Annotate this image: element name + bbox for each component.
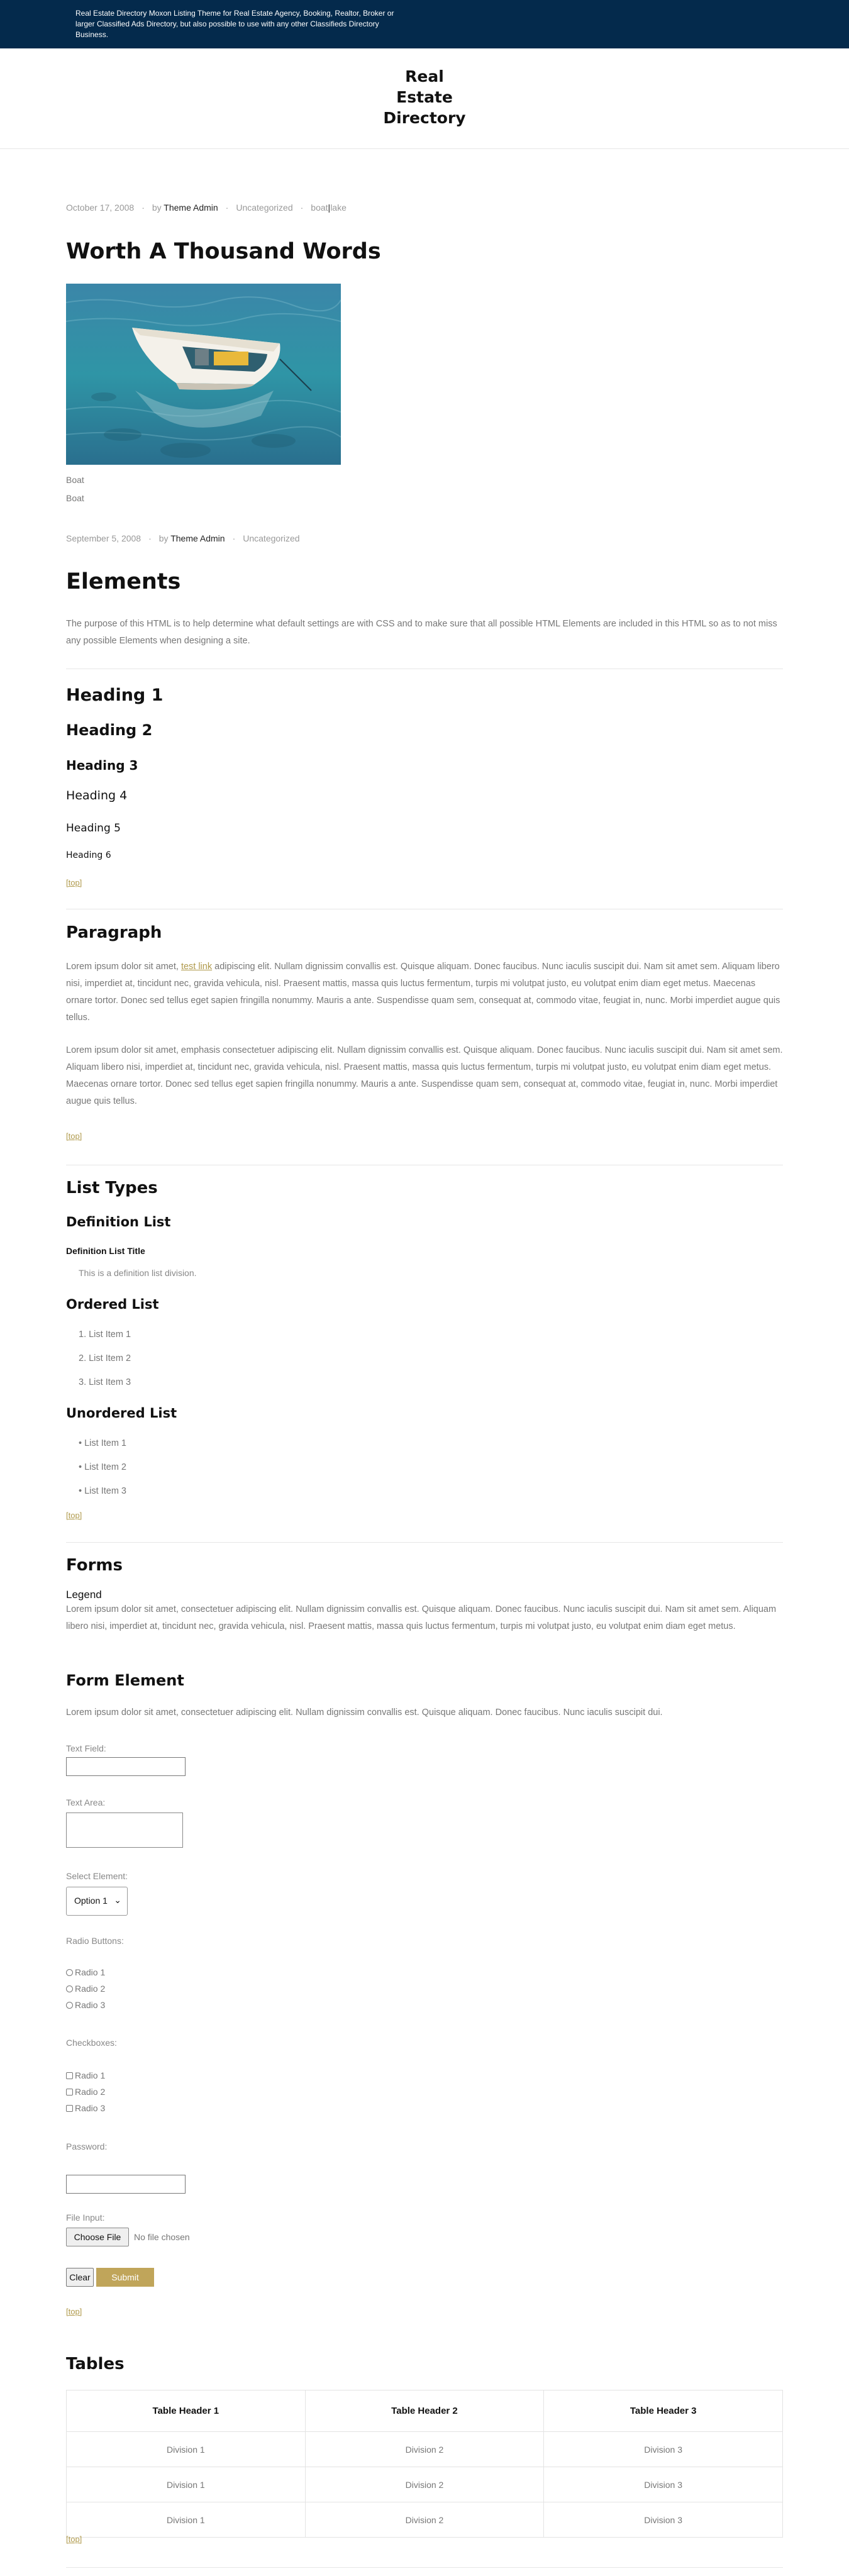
radio-icon[interactable] [66,2002,73,2009]
section-title-forms: Forms [66,1556,123,1575]
radio-icon[interactable] [66,1985,73,1992]
heading-4: Heading 4 [66,789,128,802]
boat-image [66,284,341,465]
site-title-line: Directory [383,109,466,127]
list-item: • List Item 2 [79,1462,126,1472]
legend-text: Lorem ipsum dolor sit amet, consectetuer adipiscing elit. Nullam dignissim convallis est. Quisque aliquam. Donec faucibus. Nunc iaculis suscipit dui. Nam sit amet sem. Aliquam libero nisi, imperdiet at, tincidunt nec, gravida vehicula, nisl. Praesent mattis, massa quis luctus fermentum, turpis mi volutpat justo, eu volutpat enim diam eget metus. [66,1604,777,1631]
table-cell: Division 2 [305,2502,544,2538]
list-item-text: List Item 2 [84,1462,126,1472]
post-intro: The purpose of this HTML is to help determine what default settings are with CSS and to make sure that all possible HTML Elements are included in this HTML so as to not miss any possible Elements when designing a site. [66,619,777,646]
site-title-line: Estate [396,88,453,106]
table-cell: Division 3 [544,2432,783,2467]
table-cell: Division 1 [67,2432,306,2467]
checkboxes-label: Checkboxes: [66,2038,117,2048]
top-link[interactable]: [top] [66,2534,82,2544]
section-title-lists: List Types [66,1179,158,1197]
table-cell: Division 1 [67,2467,306,2502]
divider [66,1542,783,1543]
heading-1: Heading 1 [66,686,164,705]
checkbox-option[interactable] [66,2087,105,2097]
table-header: Table Header 3 [544,2390,783,2432]
list-item: 3. List Item 3 [79,1377,131,1387]
table-cell: Division 2 [305,2467,544,2502]
test-link[interactable]: test link [180,962,213,972]
radio-option[interactable] [66,2000,105,2010]
chevron-down-icon: ⌄ [114,1895,121,1905]
site-header [0,48,849,149]
table-header-row [67,2390,783,2432]
checkbox-option[interactable] [66,2103,105,2113]
select-element[interactable] [66,1887,128,1916]
clear-button[interactable]: Clear [66,2268,94,2287]
table-header: Table Header 1 [67,2390,306,2432]
select-value: Option 1 [74,1896,108,1906]
definition-description: This is a definition list division. [79,1268,197,1278]
table-cell: Division 3 [544,2502,783,2538]
post-tag[interactable]: boat [311,203,328,213]
paragraph-text: Lorem ipsum dolor sit amet, [66,962,181,972]
list-item-text: List Item 1 [84,1438,126,1448]
heading-3: Heading 3 [66,758,138,773]
checkbox-label: Radio 2 [75,2087,106,2097]
heading-2: Heading 2 [66,721,153,739]
post-date[interactable]: October 17, 2008 [66,203,135,213]
radio-label: Radio 1 [75,1967,106,1977]
radio-icon[interactable] [66,1969,73,1976]
checkbox-option[interactable] [66,2070,105,2080]
post-title[interactable]: Worth A Thousand Words [66,239,381,264]
image-caption: Boat [66,475,84,485]
list-item: 2. List Item 2 [79,1353,131,1363]
list-item: 1. List Item 1 [79,1330,131,1340]
top-link[interactable]: [top] [66,2307,82,2316]
unordered-list-title: Unordered List [66,1406,177,1421]
top-bar [0,0,849,48]
radio-option[interactable] [66,1984,105,1994]
password-input[interactable] [66,2175,186,2194]
radio-buttons-label: Radio Buttons: [66,1936,124,1946]
file-status: No file chosen [134,2232,190,2242]
top-bar-text: Real Estate Directory Moxon Listing Theme for Real Estate Agency, Booking, Realtor, Broker or larger Classified Ads Directory, but also possible to use with any other Classifieds Directory Business. [75,9,394,39]
text-field-input[interactable] [66,1757,186,1776]
text-area-input[interactable] [66,1813,183,1848]
radio-option[interactable] [66,1967,105,1977]
definition-list-title: Definition List [66,1214,171,1230]
post-date[interactable]: September 5, 2008 [66,533,142,543]
checkbox-icon[interactable] [66,2105,73,2112]
heading-6: Heading 6 [66,850,111,860]
paragraph-text: adipiscing elit. Nullam dignissim convallis est. Quisque aliquam. Donec faucibus. Nunc iaculis suscipit dui. Nam sit amet sem. Aliquam libero nisi, imperdiet at, tincidunt nec, gravida vehicula, nisl. Praesent mattis, massa quis luctus fermentum, turpis mi volutpat justo, eu volutpat enim diam eget metus. Maecenas ornare tortor. Donec sed tellus eget sapien fringilla nonummy. Mauris a ante. Suspendisse quam sem, consequat at, commodo vitae, feugiat in, nunc. Morbi imperdiet augue quis tellus. [66,962,780,1023]
table-row [67,2502,783,2538]
paragraph-1 [66,958,783,1026]
paragraph-2: Lorem ipsum dolor sit amet, emphasis consectetuer adipiscing elit. Nullam dignissim convallis est. Quisque aliquam. Donec faucibus. Nunc iaculis suscipit dui. Nam sit amet sem. Aliquam libero nisi, imperdiet at, tincidunt nec, gravida vehicula, nisl. Praesent mattis, massa quis luctus fermentum, turpis mi volutpat justo, eu volutpat enim diam eget metus. Maecenas ornare tortor. Donec sed tellus eget sapien fringilla nonummy. Mauris a ante. Suspendisse quam sem, consequat at, commodo vitae, feugiat in, nunc. Morbi imperdiet augue quis tellus. [66,1045,783,1106]
table-cell: Division 3 [544,2467,783,2502]
checkbox-icon[interactable] [66,2072,73,2079]
form-element-text: Lorem ipsum dolor sit amet, consectetuer adipiscing elit. Nullam dignissim convallis est. Quisque aliquam. Donec faucibus. Nunc iaculis suscipit dui. [66,1707,663,1718]
definition-term: Definition List Title [66,1246,145,1256]
select-label: Select Element: [66,1871,128,1881]
choose-file-button[interactable]: Choose File [66,2228,129,2246]
post-by: by [158,533,169,543]
top-link[interactable]: [top] [66,1511,82,1520]
text-field-label: Text Field: [66,1743,106,1753]
post-meta: September 5, 2008 · by Theme Admin · Uncategorized [66,533,300,543]
list-item: • List Item 1 [79,1438,126,1448]
checkbox-label: Radio 3 [75,2103,106,2113]
ordered-list-title: Ordered List [66,1297,159,1312]
fieldset-legend: Legend [66,1589,102,1601]
table-header: Table Header 2 [305,2390,544,2432]
list-item-text: List Item 3 [84,1486,126,1496]
site-title-line: Real [405,67,444,86]
heading-5: Heading 5 [66,822,121,835]
post-author-link[interactable]: Theme Admin [164,203,218,213]
text-area-label: Text Area: [66,1797,106,1807]
top-link[interactable]: [top] [66,1131,82,1141]
submit-button[interactable]: Submit [96,2268,154,2287]
post-tag[interactable]: lake [330,203,347,213]
site-title[interactable] [362,66,487,128]
password-label: Password: [66,2141,108,2151]
top-link[interactable]: [top] [66,878,82,887]
post-author-link[interactable]: Theme Admin [170,533,225,543]
post-by: by [152,203,162,213]
radio-label: Radio 2 [75,1984,106,1994]
table-row [67,2467,783,2502]
post-category[interactable]: Uncategorized [243,533,300,543]
post-category[interactable]: Uncategorized [236,203,293,213]
data-table [66,2390,783,2538]
file-input-label: File Input: [66,2212,105,2223]
list-item: • List Item 3 [79,1486,126,1496]
post-title[interactable]: Elements [66,569,181,594]
form-element-title: Form Element [66,1672,184,1689]
section-title-paragraph: Paragraph [66,923,162,942]
table-row [67,2432,783,2467]
checkbox-icon[interactable] [66,2089,73,2096]
table-cell: Division 2 [305,2432,544,2467]
radio-label: Radio 3 [75,2000,106,2010]
divider [66,2567,783,2568]
post-meta: October 17, 2008 · by Theme Admin · Uncategorized · boat|lake [66,203,347,213]
table-cell: Division 1 [67,2502,306,2538]
image-caption: Boat [66,493,84,503]
checkbox-label: Radio 1 [75,2070,106,2080]
section-title-tables: Tables [66,2355,125,2373]
